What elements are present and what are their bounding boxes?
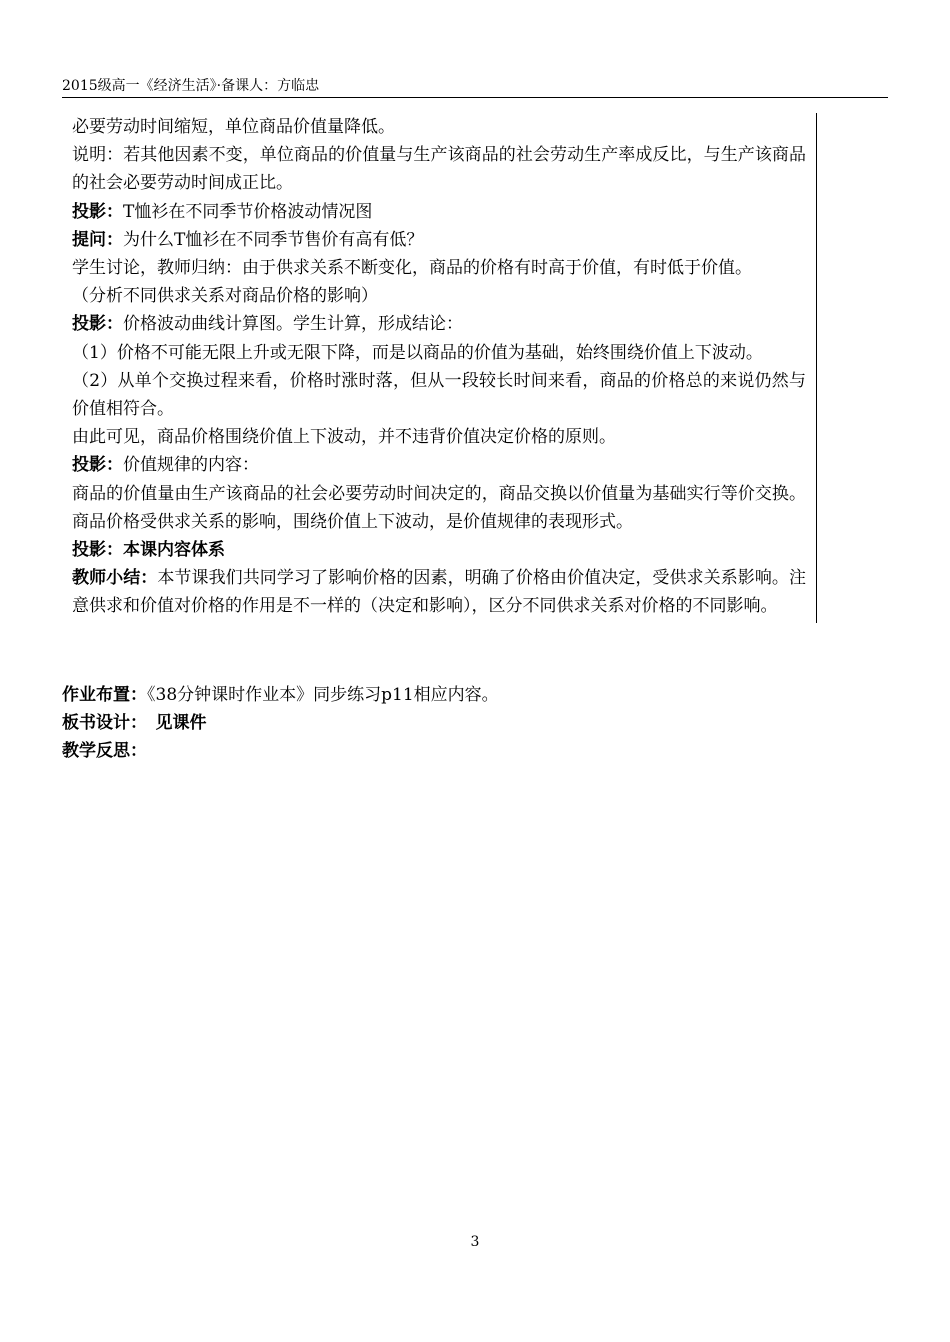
paragraph-text: 本节课我们共同学习了影响价格的因素，明确了价格由价值决定，受供求关系影响。注意供求和价值对价格的作用是不一样的（决定和影响），区分不同供求关系对价格的不同影响。 (72, 568, 807, 617)
paragraph: 投影：本课内容体系 (72, 540, 225, 561)
homework-line (62, 681, 882, 709)
board-design-label: 板书设计： (62, 713, 139, 734)
paragraph: 学生讨论，教师归纳：由于供求关系不断变化，商品的价格有时高于价值，有时低于价值。 (72, 258, 752, 279)
board-design-text: 见课件 (138, 713, 207, 734)
paragraph: 商品的价值量由生产该商品的社会必要劳动时间决定的，商品交换以价值量为基础实行等价交换。商品价格受供求关系的影响，围绕价值上下波动，是价值规律的表现形式。 (72, 483, 806, 532)
paragraph: （2）从单个交换过程来看，价格时涨时落，但从一段较长时间来看，商品的价格总的来说仍然与价值相符合。 (72, 370, 806, 420)
paragraph: 必要劳动时间缩短，单位商品价值量降低。 (72, 117, 395, 137)
paragraph: （1）价格不可能无限上升或无限下降，而是以商品的价值为基础，始终围绕价值上下波动。 (72, 342, 763, 363)
reflection-label: 教学反思： (62, 741, 147, 762)
page-number: 3 (470, 1234, 480, 1250)
paragraph-lead: 教师小结： (72, 568, 158, 589)
lesson-footer-items (62, 681, 882, 766)
paragraph (72, 226, 806, 254)
homework-text: 《38分钟课时作业本》同步练习p11相应内容。 (147, 685, 499, 705)
paragraph-lead: 提问： (72, 229, 123, 250)
paragraph-text: 价格波动曲线计算图。学生计算，形成结论： (123, 314, 463, 335)
paragraph-text: T恤衫在不同季节价格波动情况图 (123, 201, 373, 222)
paragraph (72, 310, 806, 338)
reflection-line (62, 737, 882, 765)
board-design-line (62, 709, 882, 737)
paragraph-lead: 投影： (72, 455, 123, 476)
paragraph (72, 451, 806, 479)
paragraph: 由此可见，商品价格围绕价值上下波动，并不违背价值决定价格的原则。 (72, 427, 616, 448)
paragraph-text: 为什么T恤衫在不同季节售价有高有低？ (123, 229, 424, 250)
header-rule (62, 97, 888, 98)
lesson-content-cell (72, 113, 817, 623)
paragraph: （分析不同供求关系对商品价格的影响） (72, 286, 378, 307)
homework-label: 作业布置： (62, 685, 147, 705)
page-header: 2015级高一《经济生活》·备课人：方临忠 (62, 78, 320, 94)
paragraph: 说明：若其他因素不变，单位商品的价值量与生产该商品的社会劳动生产率成反比，与生产该商品的社会必要劳动时间成正比。 (72, 145, 806, 194)
paragraph-lead: 投影： (72, 314, 123, 335)
paragraph-lead: 投影： (72, 201, 123, 222)
paragraph (72, 564, 806, 620)
paragraph (72, 198, 806, 226)
paragraph-text: 价值规律的内容： (123, 455, 259, 476)
